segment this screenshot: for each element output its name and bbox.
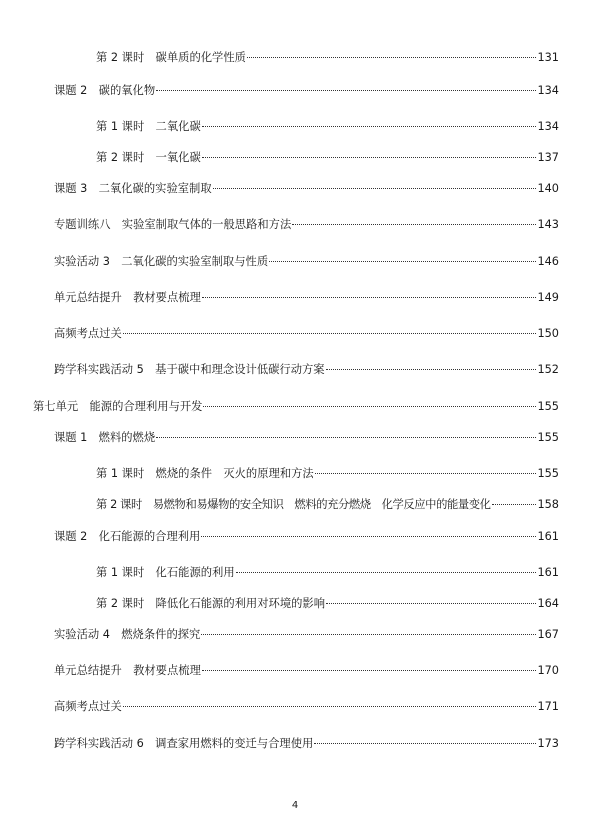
toc-entry: [96, 565, 559, 581]
toc-entry-title: 实验活动 4 燃烧条件的探究: [54, 628, 201, 641]
toc-entry: [54, 627, 559, 643]
toc-leader-dots: [123, 333, 537, 334]
toc-entry-page: 161: [537, 530, 559, 543]
toc-entry-title: 第 2 课时 一氧化碳: [96, 151, 201, 164]
toc-leader-dots: [201, 536, 536, 537]
toc-leader-dots: [203, 406, 536, 407]
toc-entry-title: 第 2 课时 易燃物和易爆物的安全知识 燃料的充分燃烧 化学反应中的能量变化: [96, 498, 491, 511]
toc-entry-page: 134: [537, 84, 559, 97]
toc-entry: [54, 326, 559, 342]
toc-entry-title: 课题 1 燃料的燃烧: [54, 431, 156, 444]
toc-entry: [96, 497, 559, 513]
toc-entry-page: 155: [537, 467, 559, 480]
toc-entry-title: 高频考点过关: [54, 700, 122, 713]
toc-entry-title: 第七单元 能源的合理利用与开发: [33, 400, 203, 413]
toc-entry: [96, 150, 559, 166]
toc-entry-title: 第 2 课时 降低化石能源的利用对环境的影响: [96, 597, 326, 610]
toc-entry-title: 单元总结提升 教材要点梳理: [54, 664, 201, 677]
toc-entry-title: 第 1 课时 二氧化碳: [96, 120, 201, 133]
toc-entry: [54, 83, 559, 99]
toc-entry-page: 170: [537, 664, 559, 677]
toc-entry-title: 跨学科实践活动 5 基于碳中和理念设计低碳行动方案: [54, 363, 325, 376]
toc-entry-page: 137: [537, 151, 559, 164]
toc-entry-title: 第 1 课时 燃烧的条件 灭火的原理和方法: [96, 467, 314, 480]
toc-leader-dots: [123, 706, 537, 707]
toc-leader-dots: [326, 603, 536, 604]
toc-entry: [54, 254, 559, 270]
toc-leader-dots: [156, 437, 536, 438]
toc-leader-dots: [492, 504, 537, 505]
toc-entry-title: 专题训练八 实验室制取气体的一般思路和方法: [54, 218, 292, 231]
toc-entry: [96, 119, 559, 135]
toc-entry-title: 高频考点过关: [54, 327, 122, 340]
toc-leader-dots: [315, 473, 537, 474]
toc-entry-title: 跨学科实践活动 6 调查家用燃料的变迁与合理使用: [54, 737, 314, 750]
toc-entry-page: 164: [537, 597, 559, 610]
toc-entry: [54, 699, 559, 715]
toc-entry-page: 143: [537, 218, 559, 231]
toc-entry-page: 146: [537, 255, 559, 268]
toc-entry-page: 131: [537, 51, 559, 64]
toc-entry-page: 152: [537, 363, 559, 376]
page-number: 4: [291, 800, 299, 811]
toc-leader-dots: [202, 297, 537, 298]
toc-entry-page: 149: [537, 291, 559, 304]
toc-entry: [33, 399, 559, 415]
toc-entry: [54, 217, 559, 233]
toc-entry: [54, 181, 559, 197]
toc-entry-page: 155: [537, 431, 559, 444]
toc-leader-dots: [247, 57, 537, 58]
toc-entry-title: 单元总结提升 教材要点梳理: [54, 291, 201, 304]
toc-entry-page: 134: [537, 120, 559, 133]
toc-entry-title: 第 1 课时 化石能源的利用: [96, 566, 235, 579]
toc-entry: [96, 466, 559, 482]
toc-leader-dots: [201, 634, 536, 635]
toc-entry: [54, 362, 559, 378]
toc-entry: [96, 50, 559, 66]
toc-entry-page: 167: [537, 628, 559, 641]
toc-entry-page: 155: [537, 400, 559, 413]
toc-leader-dots: [202, 126, 537, 127]
toc-leader-dots: [269, 261, 536, 262]
toc-leader-dots: [202, 670, 537, 671]
toc-entry-page: 173: [537, 737, 559, 750]
toc-entry: [54, 430, 559, 446]
toc-leader-dots: [156, 90, 536, 91]
toc-entry-title: 课题 2 化石能源的合理利用: [54, 530, 201, 543]
toc-entry-title: 课题 3 二氧化碳的实验室制取: [54, 182, 212, 195]
toc-leader-dots: [213, 188, 537, 189]
toc-leader-dots: [326, 369, 537, 370]
toc-entry-page: 158: [537, 498, 559, 511]
toc-entry-page: 150: [537, 327, 559, 340]
toc-entry-title: 课题 2 碳的氧化物: [54, 84, 156, 97]
toc-entry: [96, 596, 559, 612]
toc-entry: [54, 736, 559, 752]
toc-entry-page: 171: [537, 700, 559, 713]
toc-entry-page: 140: [537, 182, 559, 195]
toc-entry-title: 实验活动 3 二氧化碳的实验室制取与性质: [54, 255, 269, 268]
toc-leader-dots: [202, 157, 537, 158]
toc-leader-dots: [292, 224, 536, 225]
toc-leader-dots: [236, 572, 537, 573]
toc-leader-dots: [314, 743, 536, 744]
toc-entry-page: 161: [537, 566, 559, 579]
toc-entry: [54, 290, 559, 306]
toc-entry-title: 第 2 课时 碳单质的化学性质: [96, 51, 246, 64]
toc-entry: [54, 529, 559, 545]
toc-entry: [54, 663, 559, 679]
